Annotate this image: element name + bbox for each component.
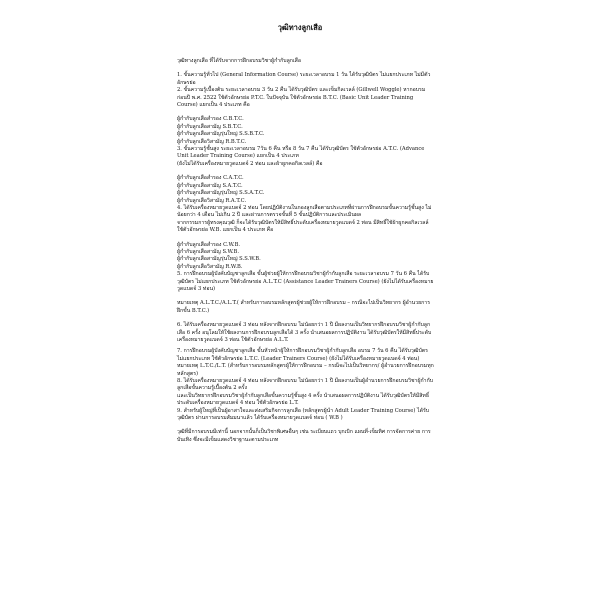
footer-text: วุฒิที่มีการอบรมมีเท่านี้ นอกจากนั้นก็เป็นวิชาพิเศษอื่นๆ เช่น ระเบียบแถว บุกเบิก แผนที่-เข็มทิศ การจัดการค่าย การบันเทิง ซึ่งจะมีเข็มแสดงวิชาฐานะตามประเภท	[177, 429, 431, 443]
document-body	[177, 58, 435, 444]
list-item: ผู้กำกับลูกเสือสำรอง C.W.B.	[177, 241, 241, 248]
paragraph: จากกรรมการผู้ทรงคุณวุฒิ ก็จะได้รับวุฒิบัตรให้มีสิทธิ์ประดับเครื่องหมายวูดแบดจ์ 2 ท่อน มีสิทธิ์ใช้ผ้าผูกคอกิลเวลล์ ใช้ตัวอักษรย่อ W.B. แยกเป็น 4 ประเภท คือ	[177, 219, 429, 234]
list-item: ผู้กำกับลูกเสือสามัญ S.B.T.C.	[177, 123, 243, 130]
list-item: ผู้กำกับลูกเสือสามัญ S.A.T.C.	[177, 182, 243, 189]
list-item: ผู้กำกับลูกเสือวิสามัญ R.A.T.C.	[177, 197, 247, 204]
note-text: หมายเหตุ A.L.T.C./A.L.T.( สำหรับการอบรมหลักสูตรผู้ช่วยผู้ให้การฝึกอบรม – กรณีจะไปเป็นวิทยากร ผู้อำนวยการฝึกขั้น B.T.C.)	[177, 300, 430, 314]
paragraph: 3. ขั้นความรู้ชั้นสูง ระยะเวลาอบรม 7วัน 6 คืน หรือ 8 วัน 7 คืน ได้รับวุฒิบัตร ใช้ตัวอักษรย่อ A.T.C. (Advance Unit Leader Training Course) แยกเป็น 4 ประเภท	[177, 146, 425, 160]
page-title: วุฒิทางลูกเสือ	[277, 23, 323, 32]
list-item: ผู้กำกับลูกเสือสามัญรุ่นใหญ่ S.S.A.T.C.	[177, 190, 265, 197]
paragraph: 2. ขั้นความรู้เบื้องต้น ระยะเวลาอบรม 3 วัน 2 คืน ได้รับวุฒิบัตร และเข็มกิลเวลล์ (Gillwell Woggle) หากอบรมก่อนปี พ.ศ. 2522 ใช้ตัวอักษรย่อ P.T.C. ในปัจจุบัน ใช้ตัวอักษรย่อ B.T.C. (Basic Unit Leader Training Course) แยกเป็น 4 ประเภท คือ	[177, 87, 426, 109]
list-item: ผู้กำกับลูกเสือสามัญ S.W.B.	[177, 248, 240, 255]
paragraph: 5. การฝึกอบรมผู้บังคับบัญชาลูกเสือ ขั้นผู้ช่วยผู้ให้การฝึกอบรมวิชาผู้กำกับลูกเสือ ระยะเวลาอบรม 7 วัน 6 คืน ได้รับวุฒิบัตร ไม่แยกประเภท ใช้ตัวอักษรย่อ A.L.T.C (Assistance Leader Trainers Course) (ยังไม่ได้รับเครื่องหมายวูดแบดจ์ 3 ท่อน)	[177, 271, 434, 292]
list-item: ผู้กำกับลูกเสือสำรอง C.A.T.C.	[177, 175, 244, 182]
paragraph: 4. ได้รับเครื่องหมายวูดแบดจ์ 2 ท่อน โดยปฏิบัติงานในกองลูกเสือตามประเภทที่ผ่านการฝึกอบรมขั้นความรู้ชั้นสูง ไม่น้อยกว่า 4 เดือน ไม่เกิน 2 ปี และผ่านการตรวจขั้นที่ 5 ขั้นปฏิบัติการและประเมินผล	[177, 204, 432, 219]
intro-text: วุฒิทางลูกเสือ ที่ได้รับจากการฝึกอบรมวิชาผู้กำกับลูกเสือ	[177, 58, 301, 64]
paragraph: 1. ขั้นความรู้ทั่วไป (General Information Course) ระยะเวลาอบรม 1 วัน ได้รับวุฒิบัตร ไม่แยกประเภท ไม่มีตัวอักษรย่อ	[177, 72, 431, 86]
list-item: ผู้กำกับลูกเสือวิสามัญ R.B.T.C.	[177, 138, 247, 145]
paragraph: 9. สำหรับผู้ใหญ่ที่เป็นผู้อาสาใจและส่งเสริมกิจการลูกเสือ (หลักสูตรผู้นำ Adult Leader Training Course) ได้รับวุฒิบัตร ผ่านการอบรมสัมมนาแล้ว ได้รับเครื่องหมายวูดแบดจ์ ท่อน ( W.B )	[177, 407, 430, 422]
paragraph: 8. ได้รับเครื่องหมายวูดแบดจ์ 4 ท่อน หลังจากฝึกอบรม ไม่น้อยกว่า 1 ปี มีผลงานเป็นผู้อำนวยการฝึกอบรมวิชาผู้กำกับลูกเสือขั้นความรู้เบื้องต้น 2 ครั้ง	[177, 378, 434, 392]
list-item: ผู้กำกับลูกเสือวิสามัญ R.W.B.	[177, 263, 243, 270]
paragraph: และเป็นวิทยากรฝึกอบรมวิชาผู้กำกับลูกเสือขั้นความรู้ชั้นสูง 4 ครั้ง นำเสนอผลการปฏิบัติงาน ได้รับวุฒิบัตรให้มีสิทธิ์ประดับเครื่องหมายวูดแบดจ์ 4 ท่อน ใช้ตัวอักษรย่อ L.T.	[177, 392, 429, 407]
paragraph: 6. ได้รับเครื่องหมายวูดแบดจ์ 3 ท่อน หลังจากฝึกอบรม ไม่น้อยกว่า 1 ปี มีผลงานเป็นวิทยากรฝึกอบรมวิชาผู้กำกับลูกเสือ 6 ครั้ง อนุโลมให้ใช้ผลงานการฝึกอบรมลูกเสือได้ 3 ครั้ง นำเสนอผลการปฏิบัติงาน ได้รับวุฒิบัตรให้มีสิทธิ์ประดับเครื่องหมายวูดแบดจ์ 3 ท่อน ใช้ตัวอักษรย่อ A.L.T.	[177, 322, 432, 343]
list-item: ผู้กำกับลูกเสือสามัญรุ่นใหญ่ S.S.B.T.C.	[177, 131, 265, 138]
list-item: ผู้กำกับลูกเสือสำรอง C.B.T.C.	[177, 116, 244, 123]
paragraph: (ยังไม่ได้รับเครื่องหมายวูดแบดจ์ 2 ท่อน และผ้าผูกคอกิลเวลล์) คือ	[177, 160, 323, 167]
list-item: ผู้กำกับลูกเสือสามัญรุ่นใหญ่ S.S.W.B.	[177, 256, 261, 263]
paragraph: 7. การฝึกอบรมผู้บังคับบัญชาลูกเสือ ขั้นหัวหน้าผู้ให้การฝึกอบรมวิชาผู้กำกับลูกเสือ อบรม 7 วัน 6 คืน ได้รับวุฒิบัตร ไม่แยกประเภท ใช้ตัวอักษรย่อ L.T.C. (Leader Trainers Course) (ยังไม่ได้รับเครื่องหมายวูดแบดจ์ 4 ท่อน) หมายเหตุ L.T.C./L.T. (สำหรับการอบรมหลักสูตรผู้ให้การฝึกอบรม – กรณีจะไปเป็นวิทยากร/ ผู้อำนวยการฝึกอบรมทุกหลักสูตร)	[177, 348, 434, 377]
